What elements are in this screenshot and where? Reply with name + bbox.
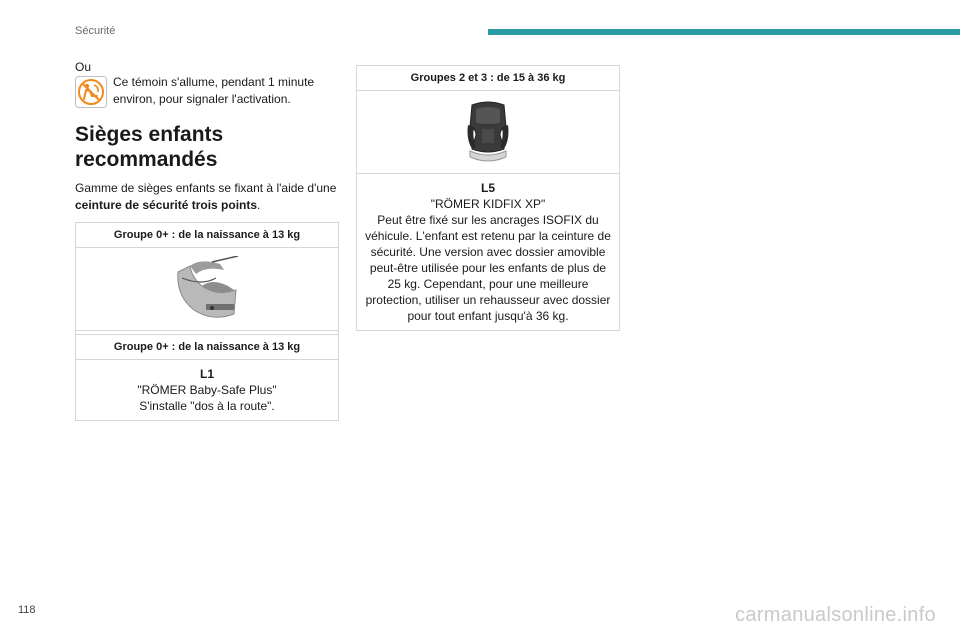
section-title: Sièges enfants recommandés (75, 123, 224, 171)
seat-description-cell (76, 360, 338, 420)
table-image-cell (357, 91, 619, 174)
table-header-2: Groupe 0+ : de la naissance à 13 kg (76, 335, 338, 360)
intro-end: . (257, 198, 261, 212)
ou-label: Ou (75, 60, 92, 74)
seat-code: L5 (480, 181, 495, 195)
seat-note: Peut être fixé sur les ancrages ISOFIX du véhicule. L'enfant est retenu par la ceinture de sécurité. Une version avec dossier amovible peut-être utilisée pour les enfants de plus de 25 kg. Cependant, pour une meilleure protection, utiliser un rehausseur avec dossier pour tout enfant jusqu'à 36 kg. (365, 213, 611, 323)
table-header: Groupes 2 et 3 : de 15 à 36 kg (357, 66, 619, 91)
seat-name: "RÖMER KIDFIX XP" (430, 197, 546, 211)
intro-text: Gamme de sièges enfants se fixant à l'aide d'une (75, 181, 337, 195)
table-image-cell (76, 248, 338, 331)
intro-bold-text: ceinture de sécurité trois points (75, 198, 258, 212)
child-seat-table-group0 (75, 222, 339, 421)
baby-seat-image (172, 256, 242, 322)
page-number: 118 (18, 604, 36, 616)
seat-name: "RÖMER Baby-Safe Plus" (137, 383, 277, 397)
seat-note: S'installe "dos à la route". (139, 399, 275, 413)
left-column (75, 60, 337, 421)
middle-column (356, 65, 620, 331)
airbag-deactivated-warning-icon (75, 76, 107, 108)
indicator-row (75, 74, 337, 108)
indicator-description: Ce témoin s'allume, pendant 1 minute environ, pour signaler l'activation. (113, 75, 315, 106)
page-header-title: Sécurité (75, 25, 116, 37)
seat-code: L1 (199, 367, 214, 381)
table-header: Groupe 0+ : de la naissance à 13 kg (76, 223, 338, 248)
intro-paragraph (75, 180, 337, 214)
header-accent-bar (488, 29, 960, 35)
seat-description-cell (357, 174, 619, 330)
booster-seat-image (460, 99, 516, 165)
watermark: carmanualsonline.info (735, 604, 936, 626)
child-seat-table-group23 (356, 65, 620, 331)
